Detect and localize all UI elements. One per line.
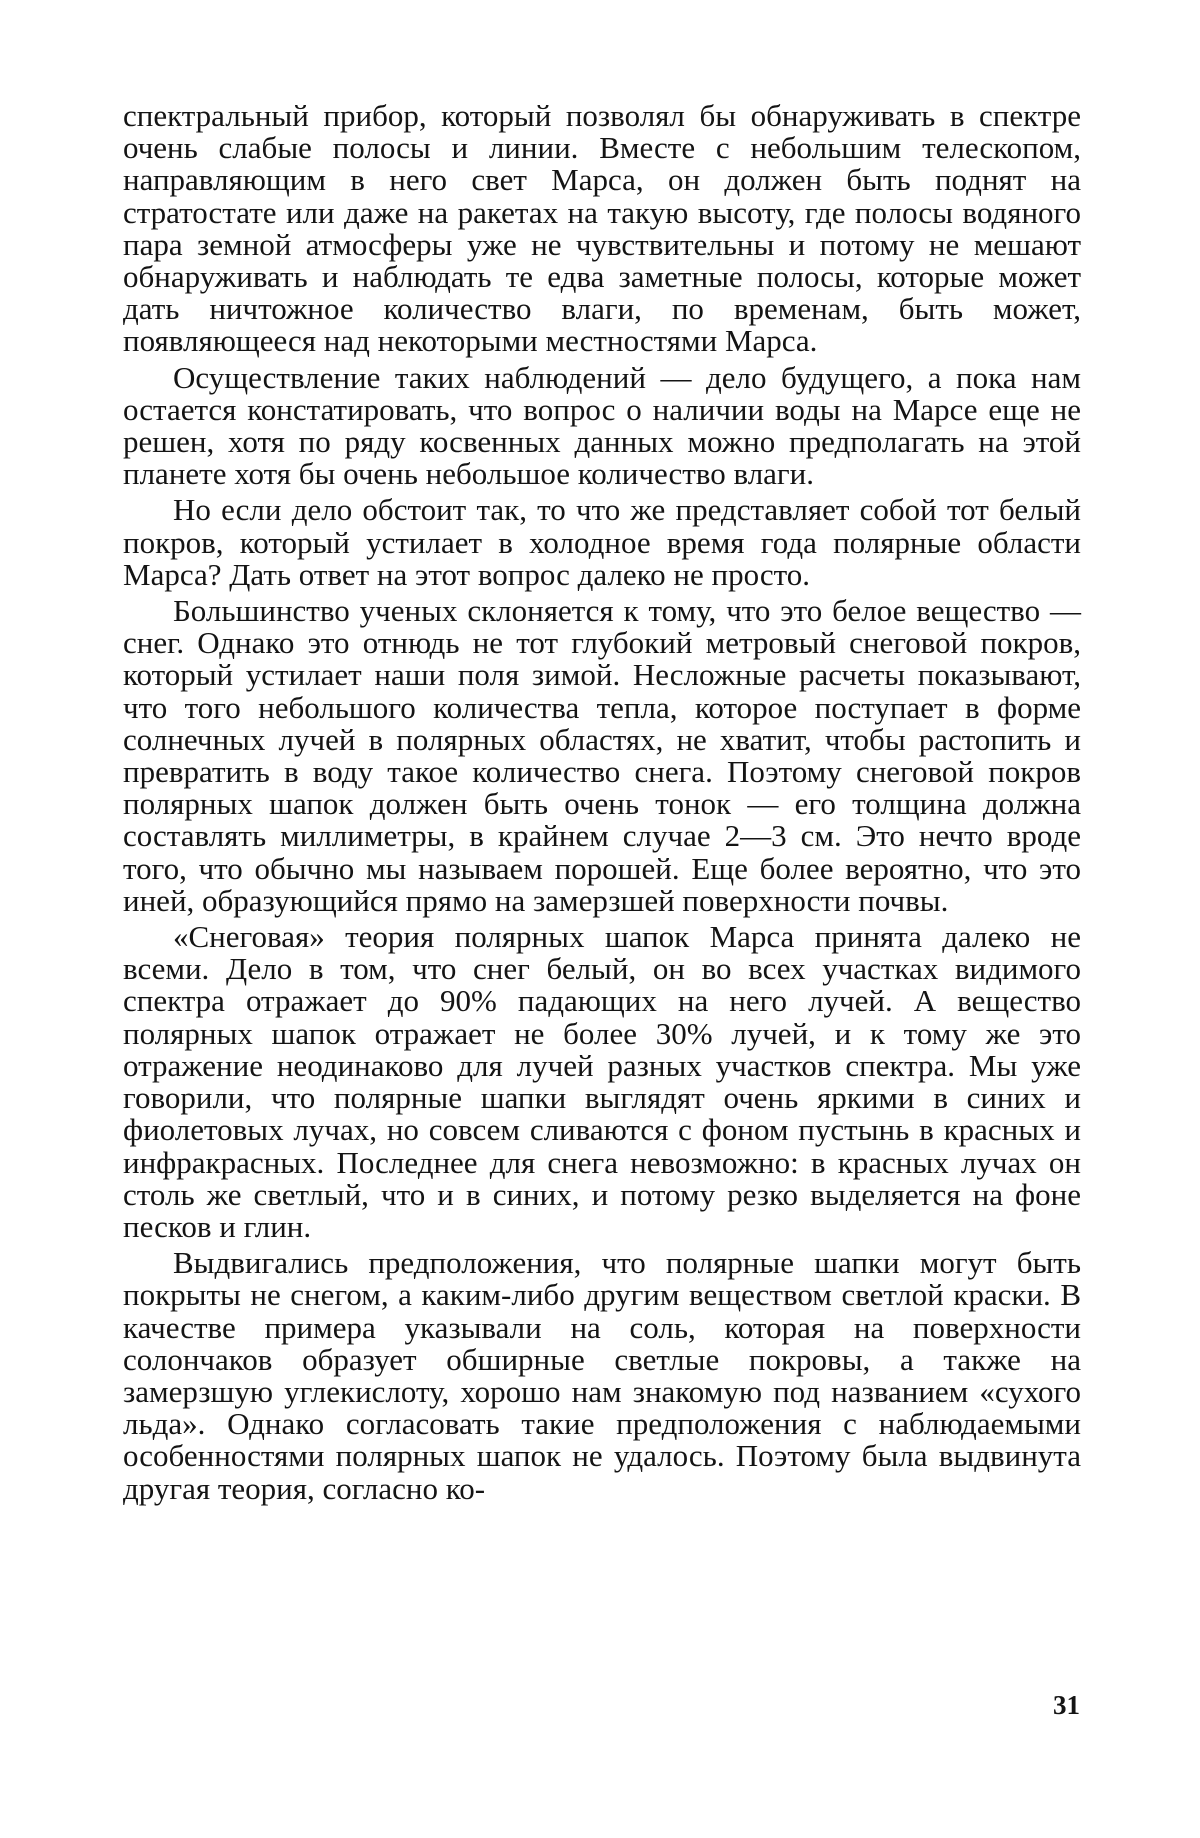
page-text <box>123 100 1081 1505</box>
paragraph-alternatives: Выдвигались предположения, что полярные шапки могут быть покрыты не снегом, а каким-либо другим веществом светлой краски. В качестве примера указывали на соль, которая на поверхности солончаков образует обширные светлые покровы, а также на замерзшую углекислоту, хорошо нам знакомую под названием «сухого льда». Однако согласовать такие предположения с наблюдаемыми особенностями полярных шапок не удалось. Поэтому была выдвинута другая теория, согласно ко- <box>123 1245 1081 1506</box>
paragraph-white-cover: Но если дело обстоит так, то что же представляет собой тот белый покров, который устилает в холодное время года полярные области Марса? Дать ответ на этот вопрос далеко не просто. <box>123 492 1081 592</box>
page-number: 31 <box>1053 1690 1080 1720</box>
paragraph-reflectance: «Снеговая» теория полярных шапок Марса принята далеко не всеми. Дело в том, что снег белый, он во всех участках видимого спектра отражает до 90% падающих на него лучей. А вещество полярных шапок отражает не более 30% лучей, и к тому же это отражение неодинаково для лучей разных участков спектра. Мы уже говорили, что полярные шапки выглядят очень яркими в синих и фиолетовых лучах, но совсем сливаются с фоном пустынь в красных и инфракрасных. Последнее для снега невозможно: в красных лучах он столь же светлый, что и в синих, и потому резко выделяется на фоне песков и глин. <box>123 919 1081 1244</box>
paragraph-continuation: спектральный прибор, который позволял бы обнаруживать в спектре очень слабые полосы и линии. Вместе с небольшим телескопом, направляющим в него свет Марса, он должен быть поднят на стратостате или даже на ракетах на такую высоту, где полосы водяного пара земной атмосферы уже не чувствительны и потому не мешают обнаруживать и наблюдать те едва заметные полосы, которые может дать ничтожное количество влаги, по временам, быть может, появляющееся над некоторыми местностями Марса. <box>123 98 1081 359</box>
paragraph-observations: Осуществление таких наблюдений — дело будущего, а пока нам остается констатировать, что вопрос о наличии воды на Марсе еще не решен, хотя по ряду косвенных данных можно предполагать на этой планете хотя бы очень небольшое количество влаги. <box>123 359 1081 492</box>
paragraph-snow-theory: Большинство ученых склоняется к тому, что это белое вещество — снег. Однако это отнюдь не тот глубокий метровый снеговой покров, который устилает наши поля зимой. Несложные расчеты показывают, что того небольшого количества тепла, которое поступает в форме солнечных лучей в полярных областях, не хватит, чтобы растопить и превратить в воду такое количество снега. Поэтому снеговой покров полярных шапок должен быть очень тонок — его толщина должна составлять миллиметры, в крайнем случае 2—3 см. Это нечто вроде того, что обычно мы называем порошей. Еще более вероятно, что это иней, образующийся прямо на замерзшей поверхности почвы. <box>123 593 1081 918</box>
